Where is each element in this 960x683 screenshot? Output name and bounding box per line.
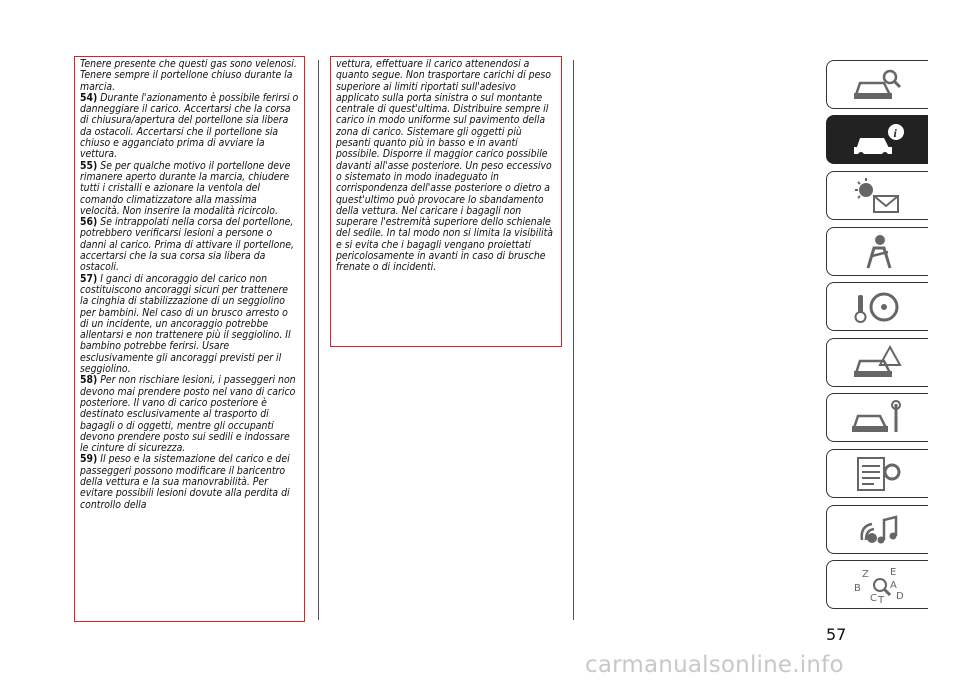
index-letter: E — [889, 566, 896, 578]
note-55: 55) Se per qualche motivo il portellone deve rimanere aperto durante la marcia, chiudere tutti i cristalli e azionare la ventola del comando climatizzatore alla massima velocità. Non inserire la modalità ricircolo. — [80, 159, 291, 217]
continued-note-text: vettura, effettuare il carico attenendosi a quanto segue. Non trasportare carichi di peso superiore ai limiti riportati sull'adesivo applicato sulla porta sinistra o sul montante centrale di quest'ultima. Distribuire sempre il carico in modo uniforme sul pavimento della zona di carico. Sistemare gli oggetti più pesanti quanto più in basso e in avanti possibile. Disporre il maggior carico possibile davanti all'asse posteriore. Un peso eccessivo o sistemato in modo inadeguato in corrispondenza dell'asse posteriore o dietro a quest'ultimo può provocare lo sbandamento della vettura. Nel caricare i bagagli non superare l'estremità superiore dello schienale del sedile. In tal modo non si limita la visibilità e si evita che i bagagli vengano proiettati pericolosamente in avanti in caso di brusche frenate o di incidenti. — [336, 58, 553, 274]
warning-light-mail-icon — [850, 176, 906, 216]
column-divider — [318, 60, 319, 620]
car-search-icon — [850, 65, 906, 105]
svg-text:i: i — [893, 125, 897, 140]
index-letter: A — [889, 579, 897, 591]
chapter-tab-car-info[interactable] — [826, 115, 928, 164]
car-service-wrench-icon — [850, 398, 906, 438]
intro-text: Tenere presente che questi gas sono velenosi. Tenere sempre il portellone chiuso durante la marcia. — [80, 58, 297, 93]
chapter-tab-emergency[interactable] — [826, 338, 928, 387]
multimedia-icon — [850, 510, 906, 550]
car-info-icon — [850, 120, 906, 160]
warning-box-right — [330, 56, 562, 347]
chapter-tab-knowing-car[interactable] — [826, 60, 928, 109]
watermark: carmanualsonline.info — [585, 652, 844, 678]
index-letter: T — [877, 594, 884, 605]
column-divider — [573, 60, 574, 620]
chapter-tab-warnings[interactable] — [826, 171, 928, 220]
steering-wheel-key-icon — [850, 287, 906, 327]
chapter-tab-specs[interactable] — [826, 449, 928, 498]
page-number: 57 — [826, 625, 847, 644]
index-letter: C — [869, 592, 877, 604]
index-letter: Z — [861, 568, 869, 580]
chapter-tab-driving[interactable] — [826, 282, 928, 331]
chapter-tab-safety[interactable] — [826, 227, 928, 276]
note-54: 54) Durante l'azionamento è possibile ferirsi o danneggiare il carico. Accertarsi che la corsa di chiusura/apertura del portellone sia libera da ostacoli. Accertarsi che il portellone sia chiuso e agganciato prima di avviare la vettura. — [80, 91, 299, 161]
note-57: 57) I ganci di ancoraggio del carico non costituiscono ancoraggi sicuri per trattenere la cinghia di stabilizzazione di un seggiolino per bambini. Nel caso di un brusco arresto o di un incidente, un ancoraggio potrebbe allentarsi e non trattenere più il seggiolino. Il bambino potrebbe ferirsi. Usare esclusivamente gli ancoraggi previsti per il seggiolino. — [80, 272, 291, 376]
warning-box-left — [74, 56, 305, 622]
chapter-tab-index[interactable] — [826, 560, 928, 609]
index-letter: D — [895, 590, 904, 602]
index-letters-icon — [850, 565, 906, 605]
specs-gear-icon — [850, 454, 906, 494]
note-59: 59) Il peso e la sistemazione del carico e dei passeggeri possono modificare il baricentro della vettura e la sua manovrabilità. Per evitare possibili lesioni dovute alla perdita di controllo della — [80, 453, 290, 511]
car-warning-icon — [850, 343, 906, 383]
chapter-tab-multimedia[interactable] — [826, 505, 928, 554]
chapter-tab-maintenance[interactable] — [826, 393, 928, 442]
note-56: 56) Se intrappolati nella corsa del portellone, potrebbero verificarsi lesioni a persone o danni al carico. Prima di attivare il portellone, accertarsi che la sua corsa sia libera da ostacoli. — [80, 216, 294, 274]
airbag-seat-icon — [850, 232, 906, 272]
index-letter: B — [853, 582, 861, 594]
note-58: 58) Per non rischiare lesioni, i passeggeri non devono mai prendere posto nel vano di carico posteriore. Il vano di carico posteriore è destinato esclusivamente al trasporto di bagagli o di oggetti, mentre gli occupanti devono prendere posto sui sedili e indossare le cinture di sicurezza. — [80, 374, 296, 455]
